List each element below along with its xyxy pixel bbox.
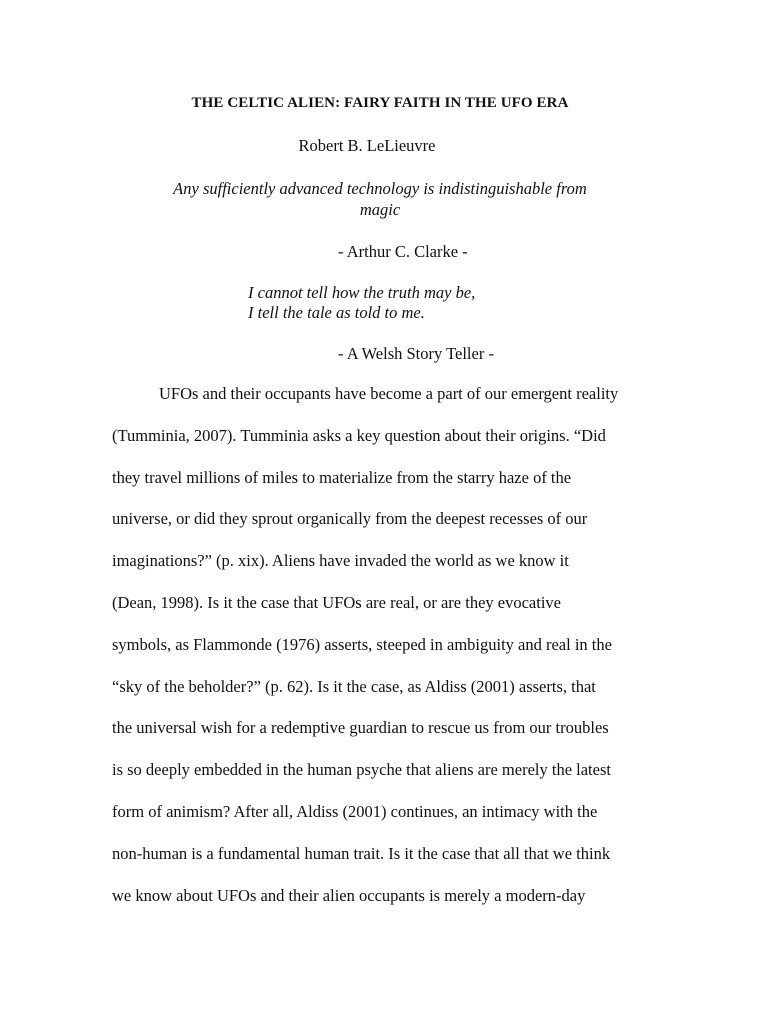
body-line: imaginations?” (p. xix). Aliens have invaded the world as we know it [112,551,569,571]
epigraph-line: Any sufficiently advanced technology is indistinguishable from [173,179,587,198]
body-line: UFOs and their occupants have become a part of our emergent reality [159,384,619,403]
document-title: THE CELTIC ALIEN: FAIRY FAITH IN THE UFO ERA [191,95,569,111]
body-line: is so deeply embedded in the human psyche that aliens are merely the latest [112,760,611,780]
epigraph-line: magic [359,200,401,219]
body-line: non-human is a fundamental human trait. Is it the case that all that we think [112,843,611,863]
body-line: form of animism? After all, Aldiss (2001) continues, an intimacy with the [112,801,598,821]
body-line: (Tumminia, 2007). Tumminia asks a key question about their origins. “Did [112,425,606,445]
body-paragraph [112,383,657,926]
author-name: Robert B. LeLieuvre [298,136,436,155]
epigraph-line: I cannot tell how the truth may be, [248,283,476,302]
body-line: symbols, as Flammonde (1976) asserts, steeped in ambiguity and real in the [112,634,612,654]
body-line: “sky of the beholder?” (p. 62). Is it the case, as Aldiss (2001) asserts, that [112,676,596,696]
body-line: universe, or did they sprout organically from the deepest recesses of our [112,509,588,529]
epigraph-line: I tell the tale as told to me. [248,303,425,322]
body-line: the universal wish for a redemptive guardian to rescue us from our troubles [112,718,609,738]
epigraph-attribution-clarke: - Arthur C. Clarke - [338,242,468,261]
epigraph-attribution-welsh: - A Welsh Story Teller - [338,344,494,363]
body-line: (Dean, 1998). Is it the case that UFOs are real, or are they evocative [112,592,561,612]
epigraph-clarke [140,178,620,220]
epigraph-welsh [248,283,475,323]
body-line: we know about UFOs and their alien occupants is merely a modern-day [112,885,586,905]
body-line: they travel millions of miles to materialize from the starry haze of the [112,467,572,487]
